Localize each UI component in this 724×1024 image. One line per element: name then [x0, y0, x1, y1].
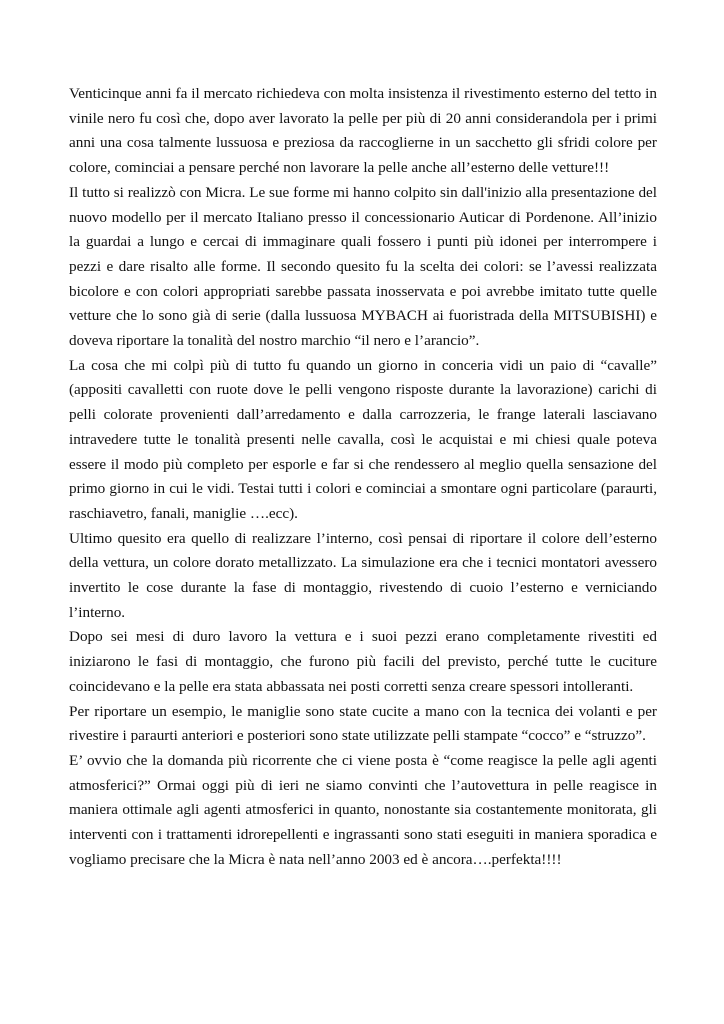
paragraph-micra: Il tutto si realizzò con Micra. Le sue forme mi hanno colpito sin dall'inizio alla presentazione del nuovo modello per il mercato Italiano presso il concessionario Auticar di Pordenone. All’inizio la guardai a lungo e cercai di immaginare quali fossero i punti più idonei per interrompere i pezzi e dare risalto alle forme. Il secondo quesito fu la scelta dei colori: se l’avessi realizzata bicolore e con colori appropriati sarebbe passata inosservata e poi avrebbe imitato tutte quelle vetture che lo sono già di serie (dalla lussuosa MYBACH ai fuoristrada della MITSUBISHI) e doveva riportare la tonalità del nostro marchio “il nero e l’arancio”. — [69, 183, 657, 350]
paragraph-intro: Venticinque anni fa il mercato richiedeva con molta insistenza il rivestimento esterno del tetto in vinile nero fu così che, dopo aver lavorato la pelle per più di 20 anni considerandola per i primi anni una cosa talmente lussuosa e preziosa da raccoglierne in un sacchetto gli sfridi colore per colore, cominciai a pensare perché non lavorare la pelle anche all’esterno delle vetture!!! — [69, 85, 657, 177]
document-body — [69, 82, 657, 873]
paragraph-assembly: Dopo sei mesi di duro lavoro la vettura e i suoi pezzi erano completamente rivestiti ed iniziarono le fasi di montaggio, che furono più facili del previsto, perché tutte le cuciture coincidevano e la pelle era stata abbassata nei posti corretti senza creare spessori intolleranti. — [69, 628, 657, 695]
paragraph-weather: E’ ovvio che la domanda più ricorrente che ci viene posta è “come reagisce la pelle agli agenti atmosferici?” Ormai oggi più di ieri ne siamo convinti che l’autovettura in pelle reagisce in maniera ottimale agli agenti atmosferici in quanto, nonostante sia costantemente monitorata, gli interventi con i trattamenti idrorepellenti e ingrassanti sono stati eseguiti in maniera sporadica e vogliamo precisare che la Micra è nata nell’anno 2003 ed è ancora….perfekta!!!! — [69, 751, 657, 868]
paragraph-interior: Ultimo quesito era quello di realizzare l’interno, così pensai di riportare il colore dell’esterno della vettura, un colore dorato metallizzato. La simulazione era che i tecnici montatori avessero invertito le cose durante la fase di montaggio, rivestendo di cuoio l’esterno e verniciando l’interno. — [69, 529, 657, 621]
paragraph-cavalle: La cosa che mi colpì più di tutto fu quando un giorno in conceria vidi un paio di “cavalle” (appositi cavalletti con ruote dove le pelli vengono risposte durante la lavorazione) carichi di pelli colorate provenienti dall’arredamento e dalla carrozzeria, le frange laterali lasciavano intravedere tutte le tonalità presenti nelle cavalla, così le acquistai e mi chiesi quale poteva essere il modo più completo per esporle e far si che rendessero al meglio quella sensazione del primo giorno in cui le vidi. Testai tutti i colori e cominciai a smontare ogni particolare (paraurti, raschiavetro, fanali, maniglie ….ecc). — [69, 356, 657, 522]
paragraph-example: Per riportare un esempio, le maniglie sono state cucite a mano con la tecnica dei volanti e per rivestire i paraurti anteriori e posteriori sono state utilizzate pelli stampate “cocco” e “struzzo”. — [69, 702, 657, 745]
